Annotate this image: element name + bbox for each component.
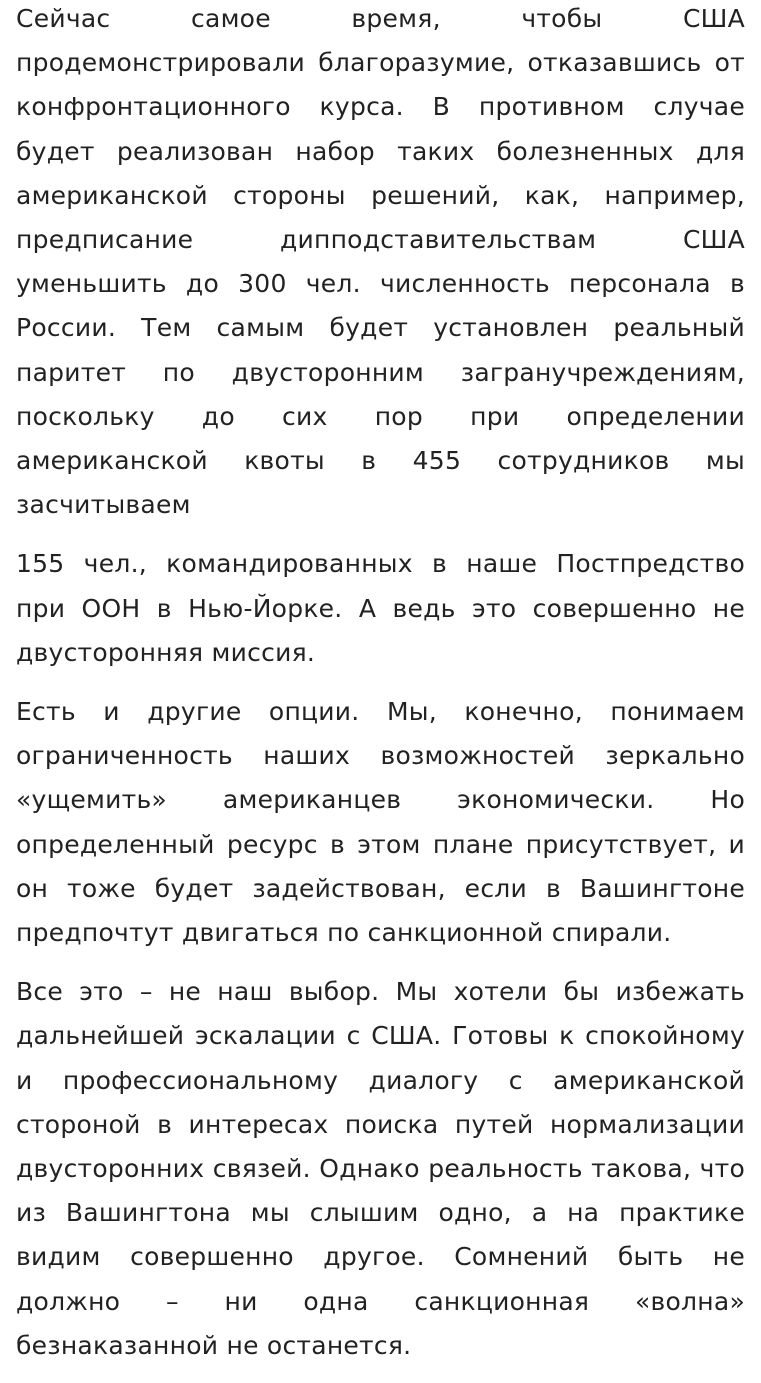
paragraph-4: Все это – не наш выбор. Мы хотели бы избежать дальнейшей эскалации с США. Готовы к спокойному и профессиональному диалогу с американской стороной в интересах поиска путей нормализации двусторонних связей. Однако реальность такова, что из Вашингтона мы слышим одно, а на практике видим совершенно другое. Сомнений быть не должно – ни одна санкционная «волна» безнаказанной не останется.: [16, 977, 745, 1360]
paragraph-3: Есть и другие опции. Мы, конечно, понимаем ограниченность наших возможностей зеркально «ущемить» американцев экономически. Но определенный ресурс в этом плане присутствует, и он тоже будет задействован, если в Вашингтоне предпочтут двигаться по санкционной спирали.: [16, 697, 745, 948]
article-body: [16, 0, 745, 1383]
paragraph-2: 155 чел., командированных в наше Постпредство при ООН в Нью-Йорке. А ведь это совершенно не двусторонняя миссия.: [16, 549, 745, 667]
paragraph-1: Сейчас самое время, чтобы США продемонстрировали благоразумие, отказавшись от конфронтационного курса. В противном случае будет реализован набор таких болезненных для американской стороны решений, как, например, предписание дипподставительствам США уменьшить до 300 чел. численность персонала в России. Тем самым будет установлен реальный паритет по двусторонним загранучреждениям, поскольку до сих пор при определении американской квоты в 455 сотрудников мы засчитываем: [16, 4, 745, 520]
